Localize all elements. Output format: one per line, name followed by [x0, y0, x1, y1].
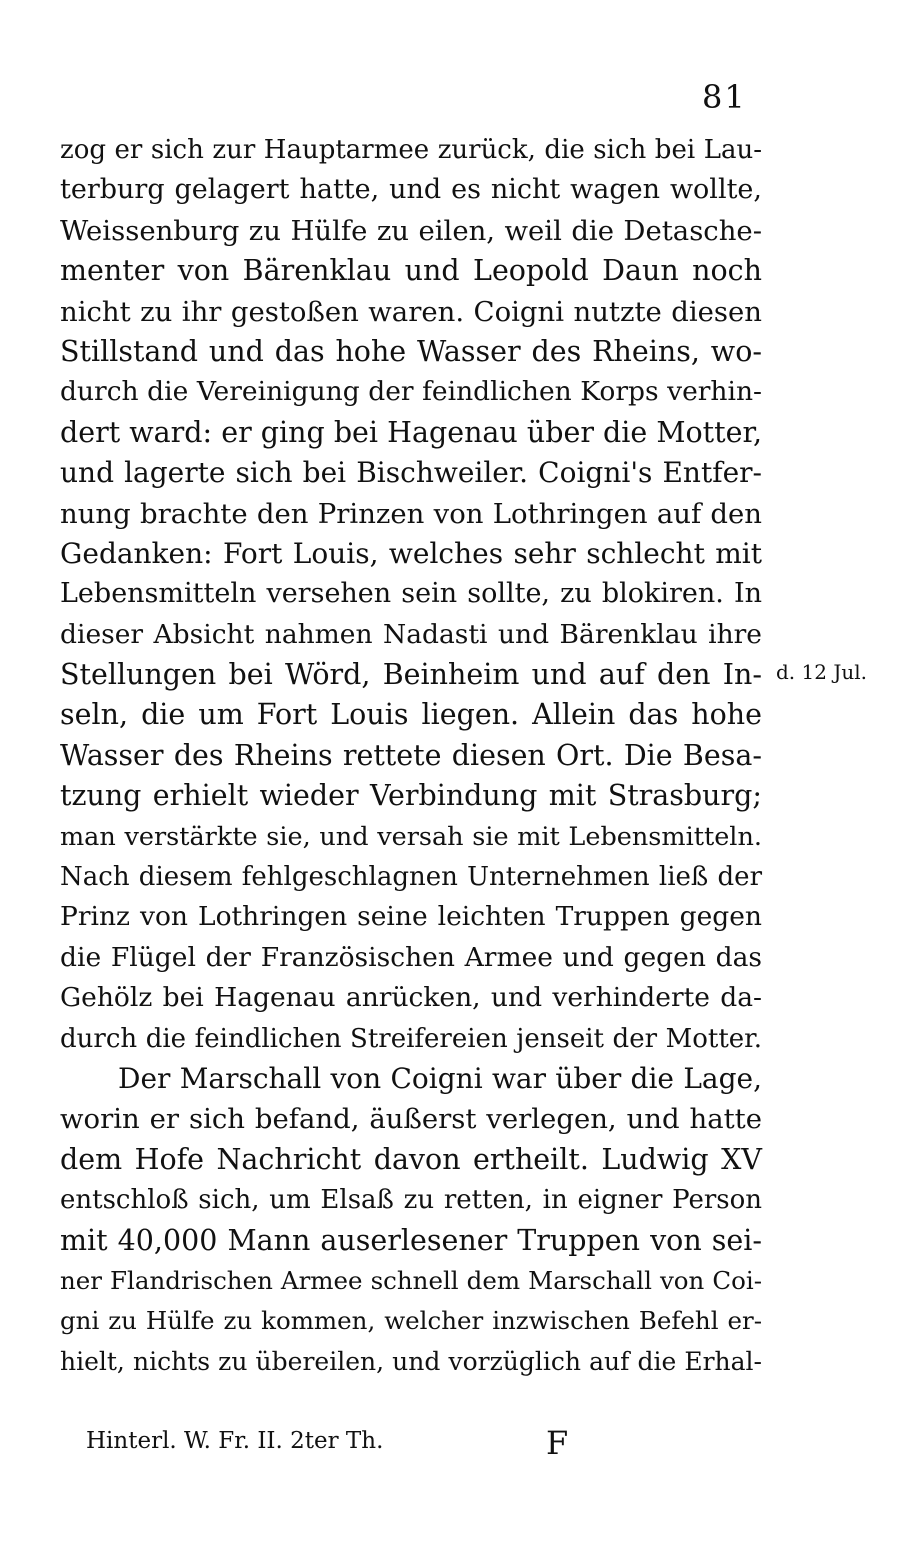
text-line-6: Stillstand und das hohe Wasser des Rheins, wo-: [60, 334, 762, 368]
text-line-1: zog er sich zur Hauptarmee zurück, die sich bei Lau-: [60, 135, 762, 165]
text-line-22: Gehölz bei Hagenau anrücken, und verhinderte da-: [60, 982, 762, 1014]
margin-date-note: d. 12 Jul.: [776, 660, 867, 684]
text-line-28: mit 40,000 Mann auserlesener Truppen von sei-: [60, 1223, 762, 1257]
text-line-2: terburg gelagert hatte, und es nicht wagen wollte,: [60, 174, 762, 206]
text-line-30: gni zu Hülfe zu kommen, welcher inzwischen Befehl er-: [60, 1306, 762, 1336]
text-line-26: dem Hofe Nachricht davon ertheilt. Ludwig XV: [60, 1142, 762, 1176]
text-line-7: durch die Vereinigung der feindlichen Korps verhin-: [60, 376, 762, 408]
body-text: [60, 130, 762, 1382]
text-line-4: menter von Bärenklau und Leopold Daun noch: [60, 254, 762, 288]
text-line-25: worin er sich befand, äußerst verlegen, und hatte: [60, 1103, 762, 1136]
text-line-19: Nach diesem fehlgeschlagnen Unternehmen ließ der: [60, 862, 762, 893]
text-line-12: Lebensmitteln versehen sein sollte, zu blokiren. In: [60, 578, 762, 610]
page-number: 81: [702, 78, 747, 116]
page-footer: [86, 1424, 786, 1468]
text-line-16: Wasser des Rheins rettete diesen Ort. Die Besa-: [60, 738, 762, 772]
text-line-10: nung brachte den Prinzen von Lothringen auf den: [60, 497, 762, 530]
text-line-8: dert ward: er ging bei Hagenau über die Motter,: [60, 415, 762, 449]
footer-signature: Hinterl. W. Fr. II. 2ter Th.: [86, 1428, 384, 1454]
text-line-9: und lagerte sich bei Bischweiler. Coigni's Entfer-: [60, 456, 762, 490]
text-line-31: hielt, nichts zu übereilen, und vorzüglich auf die Erhal-: [60, 1346, 762, 1376]
text-line-3: Weissenburg zu Hülfe zu eilen, weil die Detasche-: [60, 214, 762, 247]
text-line-11: Gedanken: Fort Louis, welches sehr schlecht mit: [60, 536, 762, 570]
text-line-5: nicht zu ihr gestoßen waren. Coigni nutzte diesen: [60, 295, 762, 328]
text-line-15: seln, die um Fort Louis liegen. Allein das hohe: [60, 698, 762, 732]
text-line-20: Prinz von Lothringen seine leichten Truppen gegen: [60, 901, 762, 933]
text-line-21: die Flügel der Französischen Armee und gegen das: [60, 941, 762, 973]
footer-sheet-mark: F: [546, 1424, 569, 1462]
text-line-13: dieser Absicht nahmen Nadasti und Bärenklau ihre: [60, 618, 762, 650]
text-line-23: durch die feindlichen Streifereien jenseit der Motter.: [60, 1023, 762, 1054]
text-line-27: entschloß sich, um Elsaß zu retten, in eigner Person: [60, 1185, 762, 1216]
text-line-29: ner Flandrischen Armee schnell dem Marschall von Coi-: [60, 1265, 762, 1295]
text-line-14: Stellungen bei Wörd, Beinheim und auf den In-: [60, 658, 762, 692]
text-line-18: man verstärkte sie, und versah sie mit Lebensmitteln.: [60, 821, 762, 852]
text-line-17: tzung erhielt wieder Verbindung mit Strasburg;: [60, 779, 762, 813]
text-line-24: Der Marschall von Coigni war über die Lage,: [118, 1061, 762, 1095]
